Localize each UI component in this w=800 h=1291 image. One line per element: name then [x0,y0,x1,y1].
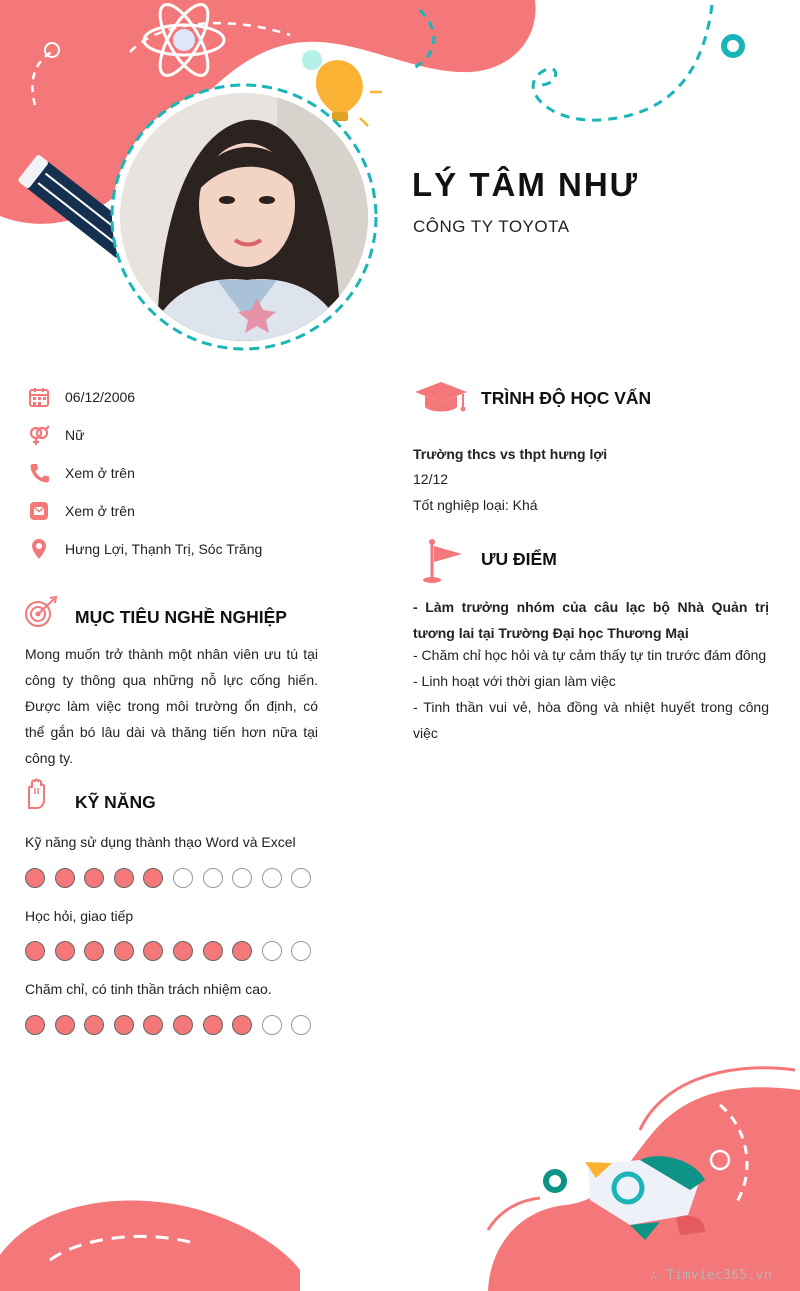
email-value: Xem ở trên [65,503,135,519]
rating-dot-empty [173,868,193,888]
phone-icon [28,462,50,484]
rating-dot-filled [143,868,163,888]
education-grade: 12/12 [413,471,449,487]
graduation-cap-icon [414,380,468,414]
rating-dot-empty [291,1015,311,1035]
profile-photo [117,90,371,344]
rating-dot-empty [291,941,311,961]
gender-value: Nữ [65,427,85,443]
rating-dot-filled [84,868,104,888]
rating-dot-empty [232,868,252,888]
skill-rating [25,868,325,892]
rating-dot-filled [84,1015,104,1035]
skill-rating [25,941,325,965]
skill-rating [25,1015,325,1039]
rating-dot-empty [262,941,282,961]
target-icon [24,596,58,630]
rating-dot-filled [173,1015,193,1035]
rating-dot-empty [262,868,282,888]
calendar-icon [28,386,50,408]
location-pin-icon [28,538,50,560]
rating-dot-filled [203,941,223,961]
rating-dot-filled [55,941,75,961]
rating-dot-filled [25,1015,45,1035]
strength-item: - Làm trưởng nhóm của câu lạc bộ Nhà Quản trị tương lai tại Trường Đại học Thương Mại [413,599,769,641]
phone-value: Xem ở trên [65,465,135,481]
rating-dot-empty [291,868,311,888]
rating-dot-filled [232,941,252,961]
email-icon [28,500,50,522]
skill-name: Học hỏi, giao tiếp [25,908,134,924]
address-value: Hưng Lợi, Thạnh Trị, Sóc Trăng [65,541,263,557]
rating-dot-filled [114,941,134,961]
rating-dot-empty [203,868,223,888]
skill-name: Chăm chỉ, có tinh thần trách nhiệm cao. [25,981,272,997]
rating-dot-filled [143,1015,163,1035]
rating-dot-empty [262,1015,282,1035]
company-name: CÔNG TY TOYOTA [413,217,570,236]
candidate-name: LÝ TÂM NHƯ [412,166,640,203]
education-title: TRÌNH ĐỘ HỌC VẤN [481,388,652,408]
strength-item: - Linh hoạt với thời gian làm việc [413,673,616,689]
objective-title: MỤC TIÊU NGHỀ NGHIỆP [75,607,287,627]
skill-name: Kỹ năng sử dụng thành thạo Word và Excel [25,834,296,850]
watermark: ∴ Timviec365.vn [650,1268,772,1283]
hand-icon [24,778,48,810]
strength-item: - Chăm chỉ học hỏi và tự cảm thấy tự tin trước đám đông [413,647,767,663]
rating-dot-filled [143,941,163,961]
rating-dot-filled [203,1015,223,1035]
strengths-title: ƯU ĐIỂM [481,549,557,569]
rating-dot-filled [55,1015,75,1035]
gender-icon [28,424,50,446]
rating-dot-filled [25,868,45,888]
strength-item: - Tinh thần vui vẻ, hòa đồng và nhiệt huyết trong công việc [413,699,769,741]
skills-title: KỸ NĂNG [75,792,156,812]
rating-dot-filled [114,1015,134,1035]
birthday-value: 06/12/2006 [65,389,136,405]
rating-dot-filled [173,941,193,961]
objective-text: Mong muốn trở thành một nhân viên ưu tú tại công ty thông qua những nỗ lực cống hiến. Được làm việc trong môi trường ổn định, có thể gắn bó lâu dài và thăng tiến hơn nữa tại công ty. [25,646,318,766]
rating-dot-filled [25,941,45,961]
flag-icon [420,538,464,584]
rating-dot-filled [232,1015,252,1035]
education-result: Tốt nghiệp loại: Khá [413,497,538,513]
rating-dot-filled [84,941,104,961]
rating-dot-filled [114,868,134,888]
education-school: Trường thcs vs thpt hưng lợi [413,446,608,462]
rating-dot-filled [55,868,75,888]
